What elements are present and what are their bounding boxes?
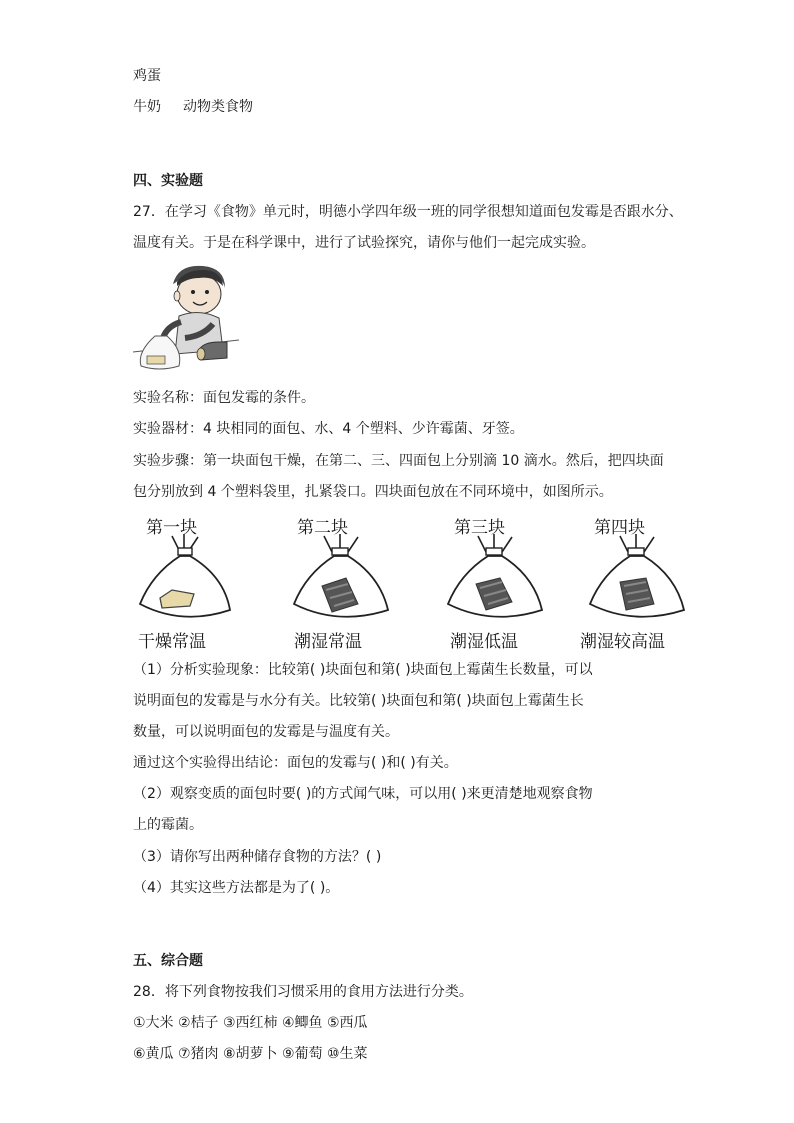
section-heading-comprehensive: 五、综合题 [133,953,203,969]
bag-title-4: 第四块 [594,518,645,538]
q27-sub1-line3: 数量，可以说明面包的发霉是与温度有关。 [133,724,399,740]
q27-sub3: （3）请你写出两种储存食物的方法？( ) [133,849,382,865]
q28-items-row2: ⑥黄瓜 ⑦猪肉 ⑧胡萝卜 ⑨葡萄 ⑩生菜 [133,1046,368,1062]
bag-dry-bread-icon [132,534,242,624]
q27-sub2-line1: （2）观察变质的面包时要( )的方式闻气味，可以用( )来更清楚地观察食物 [133,786,593,802]
experiment-steps-line1: 实验步骤：第一块面包干燥，在第二、三、四面包上分别滴 10 滴水。然后，把四块面 [133,453,664,469]
animal-food-label: 动物类食物 [183,99,253,115]
bag-caption-3: 潮湿低温 [450,632,518,652]
bag-caption-2: 潮湿常温 [294,632,362,652]
experiment-materials: 实验器材：4 块相同的面包、水、4 个塑料、少许霉菌、牙签。 [133,421,524,437]
q27-sub1-line2: 说明面包的发霉是与水分有关。比较第( )块面包和第( )块面包上霉菌生长 [133,693,584,709]
q27-sub4: （4）其实这些方法都是为了( )。 [133,880,340,896]
bag-moldy-bread-icon [288,534,398,624]
bag-moldy-bread-icon [442,534,552,624]
bag-caption-4: 潮湿较高温 [580,632,665,652]
section-heading-experiment: 四、实验题 [133,173,203,189]
list-item-egg: 鸡蛋 [133,68,161,84]
q27-text-line2: 温度有关。于是在科学课中，进行了试验探究，请你与他们一起完成实验。 [133,235,595,251]
q28-text: 28．将下列食物按我们习惯采用的食用方法进行分类。 [133,984,473,1000]
q27-sub2-line2: 上的霉菌。 [133,817,203,833]
bag-title-1: 第一块 [146,518,197,538]
q27-conclusion: 通过这个实验得出结论：面包的发霉与( )和( )有关。 [133,755,458,771]
bag-caption-1: 干燥常温 [138,632,206,652]
list-item-milk [133,97,253,117]
q27-sub1-line1: （1）分析实验现象：比较第( )块面包和第( )块面包上霉菌生长数量，可以 [133,662,593,678]
bag-title-2: 第二块 [297,518,348,538]
q27-text-line1: 27．在学习《食物》单元时，明德小学四年级一班的同学很想知道面包发霉是否跟水分、 [133,204,683,220]
experiment-steps-line2: 包分别放到 4 个塑料袋里，扎紧袋口。四块面包放在不同环境中，如图所示。 [133,484,613,500]
q28-items-row1: ①大米 ②桔子 ③西红柿 ④鲫鱼 ⑤西瓜 [133,1015,368,1031]
experiment-name: 实验名称：面包发霉的条件。 [133,390,315,406]
bag-title-3: 第三块 [454,518,505,538]
bag-moldy-bread-icon [584,534,694,624]
milk-label: 牛奶 [133,99,161,115]
boy-with-bag-illustration [133,262,239,374]
